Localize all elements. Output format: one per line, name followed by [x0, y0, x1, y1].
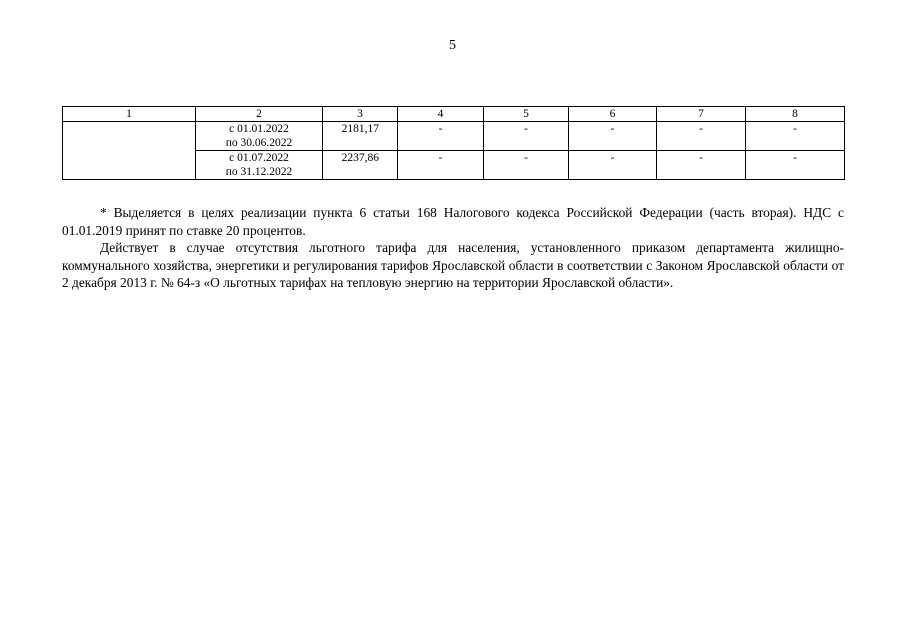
period-start: с 01.07.2022 [229, 152, 289, 164]
value-cell-4: - [398, 122, 484, 151]
period-start: с 01.01.2022 [229, 123, 289, 135]
price-cell: 2237,86 [323, 151, 398, 180]
column-header-3: 3 [323, 107, 398, 122]
column-header-6: 6 [569, 107, 657, 122]
value-cell-5: - [484, 151, 569, 180]
footnotes [62, 204, 844, 292]
value-cell-5: - [484, 122, 569, 151]
period-end: по 31.12.2022 [225, 166, 293, 178]
value-cell-6: - [569, 151, 657, 180]
tariff-table [62, 106, 845, 180]
consumer-group-cell [63, 122, 196, 180]
column-header-8: 8 [746, 107, 845, 122]
value-cell-8: - [746, 151, 845, 180]
value-cell-7: - [657, 122, 746, 151]
table-header-row [63, 107, 845, 122]
vat-footnote: * Выделяется в целях реализации пункта 6 статьи 168 Налогового кодекса Российской Федерации (часть вторая). НДС с 01.01.2019 принят по ставке 20 процентов. [62, 205, 844, 238]
page-number: 5 [449, 38, 456, 53]
period-cell [196, 122, 323, 151]
period-end: по 30.06.2022 [225, 137, 293, 149]
period-cell [196, 151, 323, 180]
value-cell-4: - [398, 151, 484, 180]
table-row [63, 122, 845, 151]
column-header-7: 7 [657, 107, 746, 122]
value-cell-7: - [657, 151, 746, 180]
value-cell-8: - [746, 122, 845, 151]
column-header-1: 1 [63, 107, 196, 122]
column-header-4: 4 [398, 107, 484, 122]
column-header-5: 5 [484, 107, 569, 122]
price-cell: 2181,17 [323, 122, 398, 151]
value-cell-6: - [569, 122, 657, 151]
column-header-2: 2 [196, 107, 323, 122]
preferential-tariff-note: Действует в случае отсутствия льготного тарифа для населения, установленного приказом департамента жилищно-коммунального хозяйства, энергетики и регулирования тарифов Ярославской области в соответствии с Законом Ярославской области от 2 декабря 2013 г. № 64-з «О льготных тарифах на тепловую энергию на территории Ярославской области». [62, 240, 844, 290]
